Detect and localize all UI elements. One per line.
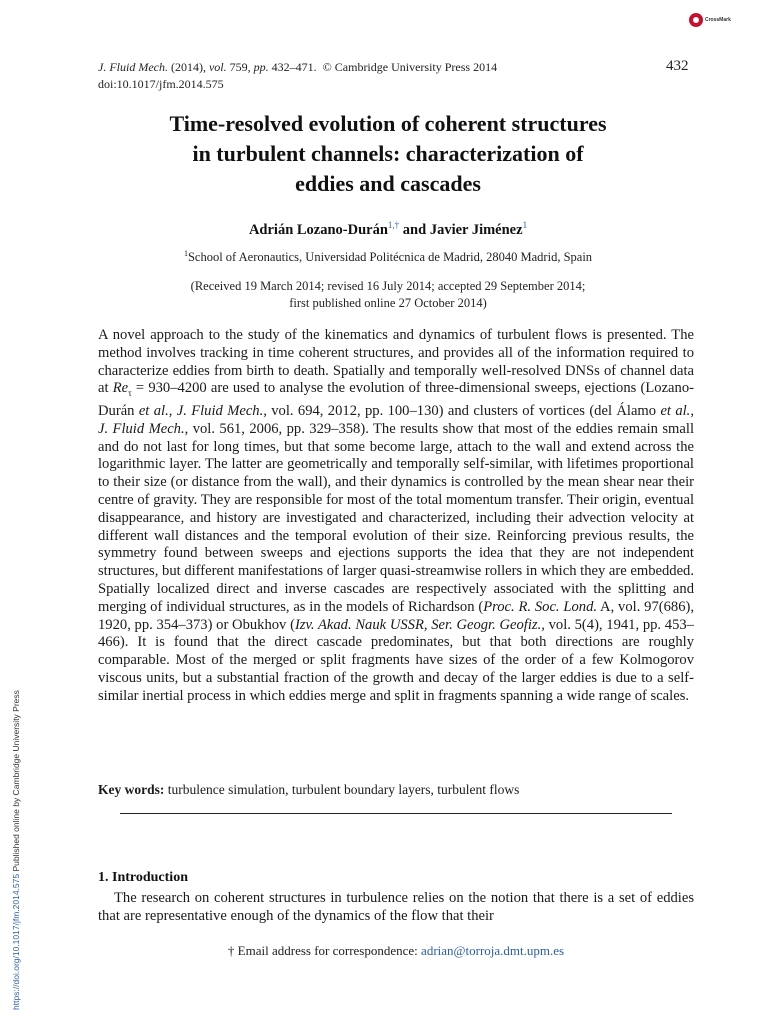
author-affiliation-mark[interactable]: 1 xyxy=(522,220,528,230)
introduction-text: The research on coherent structures in turbulence relies on the notion that there is a set of eddies that are representative enough of the dynamics of the flow that their xyxy=(98,890,694,924)
title-line: in turbulent channels: characterization of xyxy=(192,141,584,166)
publisher-note: Published online by Cambridge University Press xyxy=(11,690,21,874)
doi: doi:10.1017/jfm.2014.575 xyxy=(98,77,224,91)
page-number: 432 xyxy=(666,58,689,74)
doi-link[interactable]: https://doi.org/10.1017/jfm.2014.575 xyxy=(11,873,21,1010)
received-dates xyxy=(98,278,678,312)
title-line: eddies and cascades xyxy=(295,171,481,196)
crossmark-label: CrossMark xyxy=(705,17,731,23)
crossmark-logo[interactable] xyxy=(689,12,751,28)
title-line: Time-resolved evolution of coherent structures xyxy=(169,111,607,136)
section-heading: 1. Introduction xyxy=(98,870,188,885)
author-connector: and xyxy=(402,221,427,238)
keywords-label: Key words: xyxy=(98,782,165,797)
paper-title xyxy=(98,109,678,199)
crossmark-icon xyxy=(689,13,703,27)
email-link[interactable]: adrian@torroja.dmt.upm.es xyxy=(421,943,565,958)
pages-label: pp. xyxy=(253,60,269,74)
received-line: (Received 19 March 2014; revised 16 July 2014; accepted 29 September 2014; xyxy=(190,279,586,293)
keywords xyxy=(98,782,694,798)
copyright-notice: © Cambridge University Press 2014 xyxy=(322,60,498,74)
volume-label: vol. xyxy=(208,60,227,74)
abstract: A novel approach to the study of the kinematics and dynamics of turbulent flows is presented. The method involves tracking in time coherent structures, and provides all of the information required to characterize eddies from birth to death. Spatially and temporally well-resolved DNSs of channel data at $Re_\tau = 930-4200$ are used to analyse the evolution of three-dimensional sweeps, ejections (Lozano-Durán et al., J. Fluid Mech., vol. 694, 2012, pp. 100–130) and clusters of vortices (del Álamo et al., J. Fluid Mech., vol. 561, 2006, pp. 329–358). The results show that most of the eddies remain small and do not last for long times, but that some become large, attach to the wall and extend across the logarithmic layer. The latter are geometrically and temporally self-similar, with lifetimes proportional to their size (or distance from the wall), and their dynamics is controlled by the mean shear near their centre of gravity. They are responsible for most of the total momentum transfer. Their origin, eventual disappearance, and history are investigated and characterized, including their advection velocity at different wall distances and the temporal evolution of their size. Reinforcing previous results, the symmetry found between sweeps and ejections supports the idea that they are not independent structures, but different manifestations of larger quasi-streamwise rollers in which they are embedded. Spatially localized direct and inverse cascades are respectively associated with the splitting and merging of individual structures, as in the models of Richardson (Proc. R. Soc. Lond. A, vol. 97(686), 1920, pp. 354–373) or Obukhov (Izv. Akad. Nauk USSR, Ser. Geogr. Geofiz., vol. 5(4), 1941, pp. 453–466). It is found that the direct cascade predominates, but that both directions are roughly comparable. Most of the merged or split fragments have sizes of the order of a few Kolmogorov viscous units, but a substantial fraction of the growth and decay of the larger eddies is due to a self-similar inertial process in which eddies merge and split in fragments spanning a wide range of scales. xyxy=(98,327,695,704)
footnote-label: † Email address for correspondence: xyxy=(227,943,418,958)
journal-year: (2014), xyxy=(170,60,206,74)
journal-pages: 432–471. xyxy=(271,60,317,74)
journal-name: J. Fluid Mech. xyxy=(98,60,168,74)
affiliation-text: School of Aeronautics, Universidad Politécnica de Madrid, 28040 Madrid, Spain xyxy=(187,250,593,265)
divider xyxy=(120,813,672,814)
journal-citation xyxy=(98,60,497,75)
author-list xyxy=(98,220,678,239)
footnote xyxy=(98,943,694,959)
affiliation xyxy=(98,249,678,265)
author-name: Javier Jiménez xyxy=(429,221,523,238)
journal-volume: 759, xyxy=(229,60,251,74)
side-publication-note xyxy=(11,690,21,1010)
author-affiliation-mark[interactable]: 1,† xyxy=(387,220,400,230)
author-name: Adrián Lozano-Durán xyxy=(248,221,388,238)
keywords-text: turbulence simulation, turbulent boundary layers, turbulent flows xyxy=(167,782,520,797)
affiliation-mark: 1 xyxy=(183,249,188,258)
received-line: first published online 27 October 2014) xyxy=(289,296,487,310)
